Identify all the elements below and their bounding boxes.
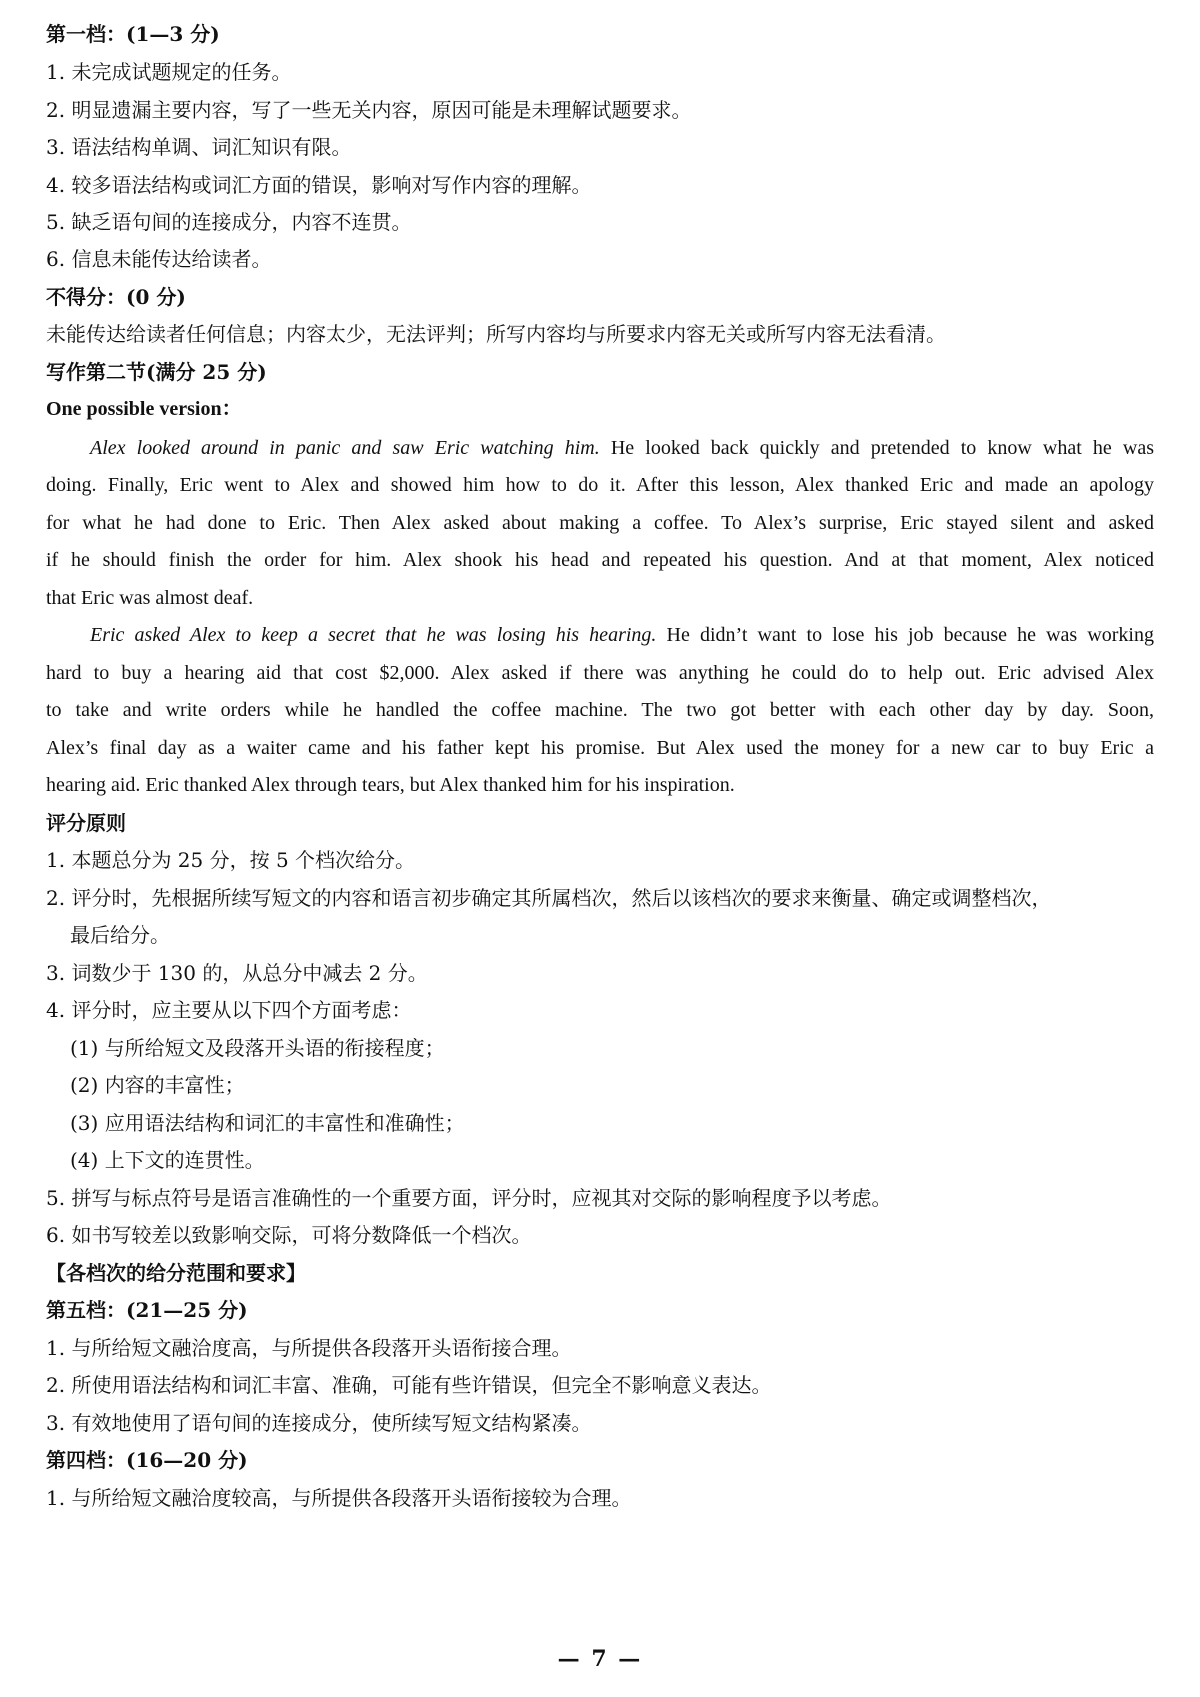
tier1-item-4: 4. 较多语法结构或词汇方面的错误，影响对写作内容的理解。 [46, 173, 592, 197]
essay-p2-line1 [90, 622, 1154, 648]
principle-5: 5. 拼写与标点符号是语言准确性的一个重要方面，评分时，应视其对交际的影响程度予以考虑。 [46, 1186, 892, 1210]
tier0-heading: 不得分：(0 分) [46, 285, 186, 309]
tier5-heading: 第五档：(21—25 分) [46, 1298, 248, 1322]
essay-p2-line5: hearing aid. Eric thanked Alex through tears, but Alex thanked him for his inspiration. [46, 774, 735, 796]
version-label: One possible version： [46, 398, 242, 420]
section2-heading: 写作第二节(满分 25 分) [46, 360, 267, 384]
tier1-item-1: 1. 未完成试题规定的任务。 [46, 60, 292, 84]
essay-p2-line3: to take and write orders while he handled the coffee machine. The two got better with each other day by day. Soon, [46, 699, 1154, 721]
tier4-item-1: 1. 与所给短文融洽度较高，与所提供各段落开头语衔接较为合理。 [46, 1486, 632, 1510]
essay-p1-line2: doing. Finally, Eric went to Alex and showed him how to do it. After this lesson, Alex thanked Eric and made an apology [46, 474, 1154, 496]
essay-p1-line5: that Eric was almost deaf. [46, 587, 254, 609]
essay-p2-lead: Eric asked Alex to keep a secret that he was losing his hearing. [90, 624, 657, 646]
tier4-heading: 第四档：(16—20 分) [46, 1448, 248, 1472]
tier5-item-2: 2. 所使用语法结构和词汇丰富、准确，可能有些许错误，但完全不影响意义表达。 [46, 1373, 772, 1397]
principles-heading: 评分原则 [46, 811, 126, 835]
essay-p2-line2: hard to buy a hearing aid that cost $2,000. Alex asked if there was anything he could do to help out. Eric advised Alex [46, 662, 1154, 684]
essay-p1-line1 [90, 435, 1154, 461]
principle-4: 4. 评分时，应主要从以下四个方面考虑： [46, 998, 412, 1022]
principle-1: 1. 本题总分为 25 分，按 5 个档次给分。 [46, 848, 416, 872]
essay-p1-line4: if he should finish the order for him. Alex shook his head and repeated his question. And at that moment, Alex noticed [46, 549, 1154, 571]
principle-6: 6. 如书写较差以致影响交际，可将分数降低一个档次。 [46, 1223, 532, 1247]
tier1-item-3: 3. 语法结构单调、词汇知识有限。 [46, 135, 352, 159]
principle-4-sub-4: (4) 上下文的连贯性。 [70, 1148, 265, 1172]
page-number: — 7 — [557, 1646, 643, 1672]
tier5-item-1: 1. 与所给短文融洽度高，与所提供各段落开头语衔接合理。 [46, 1336, 572, 1360]
ranges-heading: 【各档次的给分范围和要求】 [46, 1261, 306, 1285]
tier5-item-3: 3. 有效地使用了语句间的连接成分，使所续写短文结构紧凑。 [46, 1411, 592, 1435]
essay-p2-line4: Alex’s final day as a waiter came and his father kept his promise. But Alex used the money for a new car to buy Eric a [46, 737, 1154, 759]
essay-p1-line3: for what he had done to Eric. Then Alex asked about making a coffee. To Alex’s surprise, Eric stayed silent and asked [46, 512, 1154, 534]
tier1-heading: 第一档：(1—3 分) [46, 22, 220, 46]
essay-p2-rest: He didn’t want to lose his job because he was working [656, 624, 1154, 646]
principle-4-sub-2: (2) 内容的丰富性； [70, 1073, 245, 1097]
principle-4-sub-1: (1) 与所给短文及段落开头语的衔接程度； [70, 1036, 445, 1060]
tier1-item-2: 2. 明显遗漏主要内容，写了一些无关内容，原因可能是未理解试题要求。 [46, 98, 692, 122]
essay-p1-lead: Alex looked around in panic and saw Eric watching him. [90, 437, 600, 459]
tier0-text: 未能传达给读者任何信息；内容太少，无法评判；所写内容均与所要求内容无关或所写内容无法看清。 [46, 322, 946, 346]
principle-4-sub-3: (3) 应用语法结构和词汇的丰富性和准确性； [70, 1111, 465, 1135]
principle-3: 3. 词数少于 130 的，从总分中减去 2 分。 [46, 961, 428, 985]
essay-p1-rest: He looked back quickly and pretended to know what he was [599, 437, 1154, 459]
tier1-item-6: 6. 信息未能传达给读者。 [46, 247, 272, 271]
tier1-item-5: 5. 缺乏语句间的连接成分，内容不连贯。 [46, 210, 412, 234]
principle-2-line2: 最后给分。 [70, 923, 170, 947]
principle-2-line1: 2. 评分时，先根据所续写短文的内容和语言初步确定其所属档次，然后以该档次的要求来衡量、确定或调整档次， [46, 886, 1052, 910]
